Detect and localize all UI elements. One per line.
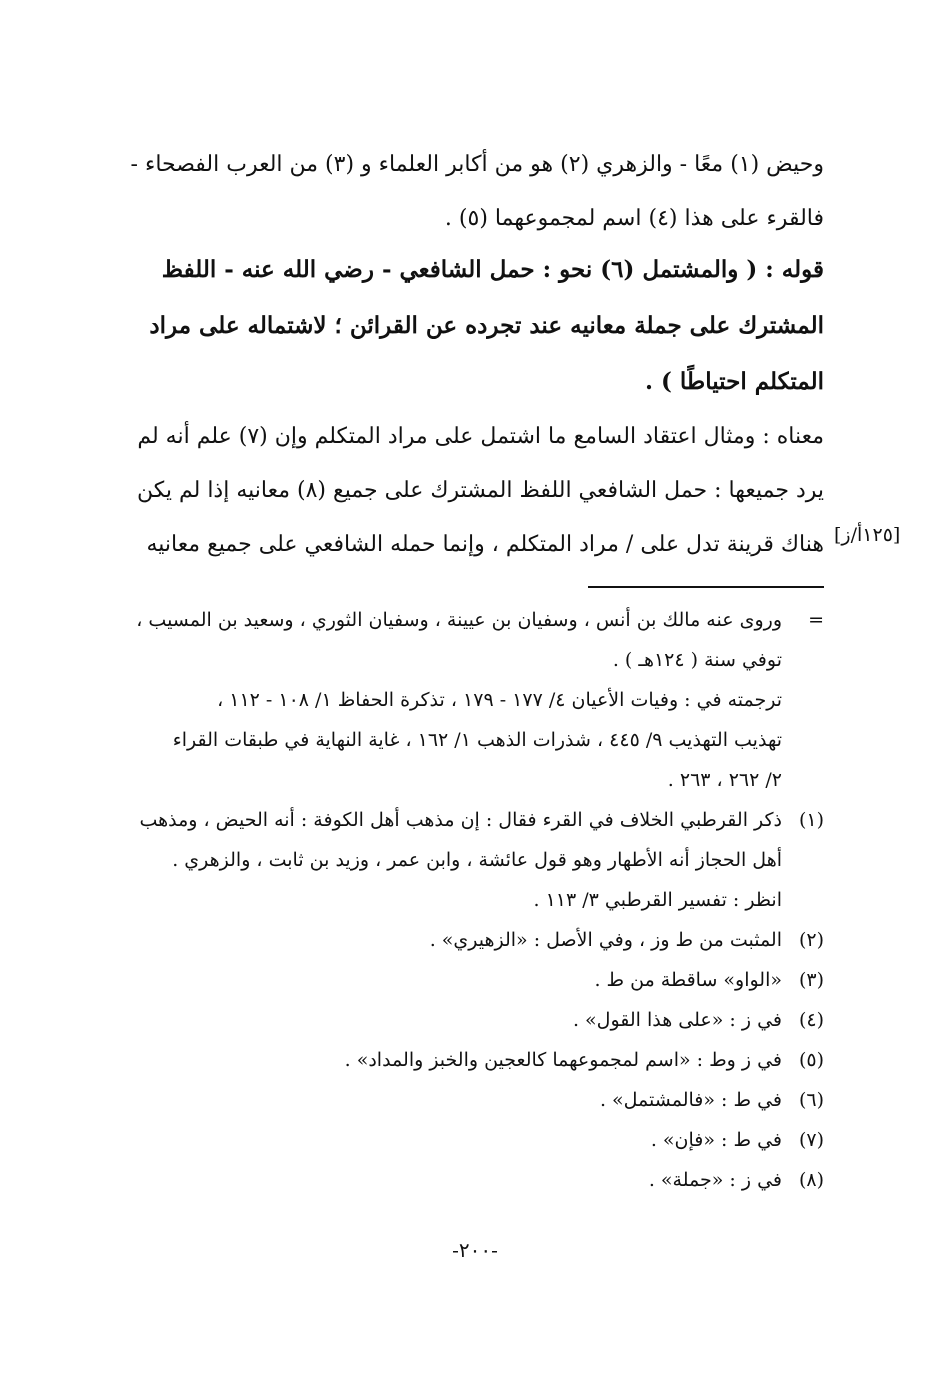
manuscript-folio-marker: [١٢٥أ/ز] [834, 524, 901, 546]
footnote-line: «الواو» ساقطة من ط . [594, 969, 782, 991]
text-line: قوله : ( والمشتمل (٦) نحو : حمل الشافعي - رضي الله عنه - اللفظ [161, 256, 824, 283]
footnote-separator [588, 586, 824, 588]
footnote-4 [110, 1000, 824, 1040]
text-line: المتكلم احتياطًا ) . [645, 368, 824, 395]
page-number: -٢٠٠- [452, 1238, 498, 1262]
footnote-continuation-line [110, 640, 824, 680]
biography-line [110, 680, 824, 720]
footnote-number: (٦) [798, 1089, 824, 1111]
footnote-number: (٨) [798, 1169, 824, 1191]
footnote-8 [110, 1160, 824, 1200]
footnote-line: ٢/ ٢٦٢ ، ٢٦٣ . [667, 769, 782, 791]
footnote-line: تهذيب التهذيب ٩/ ٤٤٥ ، شذرات الذهب ١/ ١٦٢ ، غاية النهاية في طبقات القراء [172, 729, 782, 751]
footnote-7 [110, 1120, 824, 1160]
footnote-6 [110, 1080, 824, 1120]
footnote-line: في ط : «فإن» . [650, 1129, 782, 1151]
text-line: وحيض (١) معًا - والزهري (٢) هو من أكابر العلماء و (٣) من العرب الفصحاء - [130, 152, 824, 177]
footnote-number: (٧) [798, 1129, 824, 1151]
footnote-number: (١) [798, 809, 824, 831]
text-line: هناك قرينة تدل على / مراد المتكلم ، وإنما حمله الشافعي على جميع معانيه [146, 532, 824, 557]
footnote-number: (٥) [798, 1049, 824, 1071]
paragraph-2-quote [110, 242, 824, 410]
footnote-line: في ط : «فالمشتمل» . [599, 1089, 782, 1111]
text-line: معناه : ومثال اعتقاد السامع ما اشتمل على مراد المتكلم وإن (٧) علم أنه لم [137, 424, 824, 449]
footnote-number: (٤) [798, 1009, 824, 1031]
footnote-number: (٢) [798, 929, 824, 951]
footnote-line: أهل الحجاز أنه الأطهار وهو قول عائشة ، وابن عمر ، وزيد بن ثابت ، والزهري . [172, 849, 782, 871]
footnotes [110, 600, 824, 1200]
footnote-1-line [110, 840, 824, 880]
footnote-line: المثبت من ط وز ، وفي الأصل : «الزهيري» . [429, 929, 782, 951]
footnote-continuation [110, 600, 824, 640]
footnote-line: في ز وط : «اسم لمجموعهما كالعجين والخبز والمداد» . [344, 1049, 782, 1071]
text-line: فالقرء على هذا (٤) اسم لمجموعهما (٥) . [444, 206, 824, 231]
footnote-5 [110, 1040, 824, 1080]
footnote-2 [110, 920, 824, 960]
footnote-line: ذكر القرطبي الخلاف في القرء فقال : إن مذهب أهل الكوفة : أنه الحيض ، ومذهب [139, 809, 782, 831]
biography-line [110, 720, 824, 760]
continuation-marker: = [808, 609, 824, 631]
footnote-line: في ز : «على هذا القول» . [572, 1009, 782, 1031]
footnote-line: انظر : تفسير القرطبي ٣/ ١١٣ . [533, 889, 782, 911]
footnote-line: توفي سنة ( ١٢٤هـ ) . [612, 649, 782, 671]
footnote-line: ترجمته في : وفيات الأعيان ٤/ ١٧٧ - ١٧٩ ، تذكرة الحفاظ ١/ ١٠٨ - ١١٢ ، [217, 689, 782, 711]
footnote-number: (٣) [798, 969, 824, 991]
footnote-line: وروى عنه مالك بن أنس ، وسفيان بن عيينة ، وسفيان الثوري ، وسعيد بن المسيب ، [136, 609, 782, 631]
footnote-line: في ز : «جملة» . [648, 1169, 782, 1191]
footnote-1 [110, 800, 824, 840]
paragraph-1 [110, 138, 824, 246]
biography-line [110, 760, 824, 800]
footnote-1-line [110, 880, 824, 920]
text-line: المشترك على جملة معانيه عند تجرده عن القرائن ؛ لاشتماله على مراد [149, 312, 824, 339]
text-line: يرد جميعها : حمل الشافعي اللفظ المشترك على جميع (٨) معانيه إذا لم يكن [136, 478, 824, 503]
footnote-3 [110, 960, 824, 1000]
paragraph-3 [110, 410, 824, 572]
